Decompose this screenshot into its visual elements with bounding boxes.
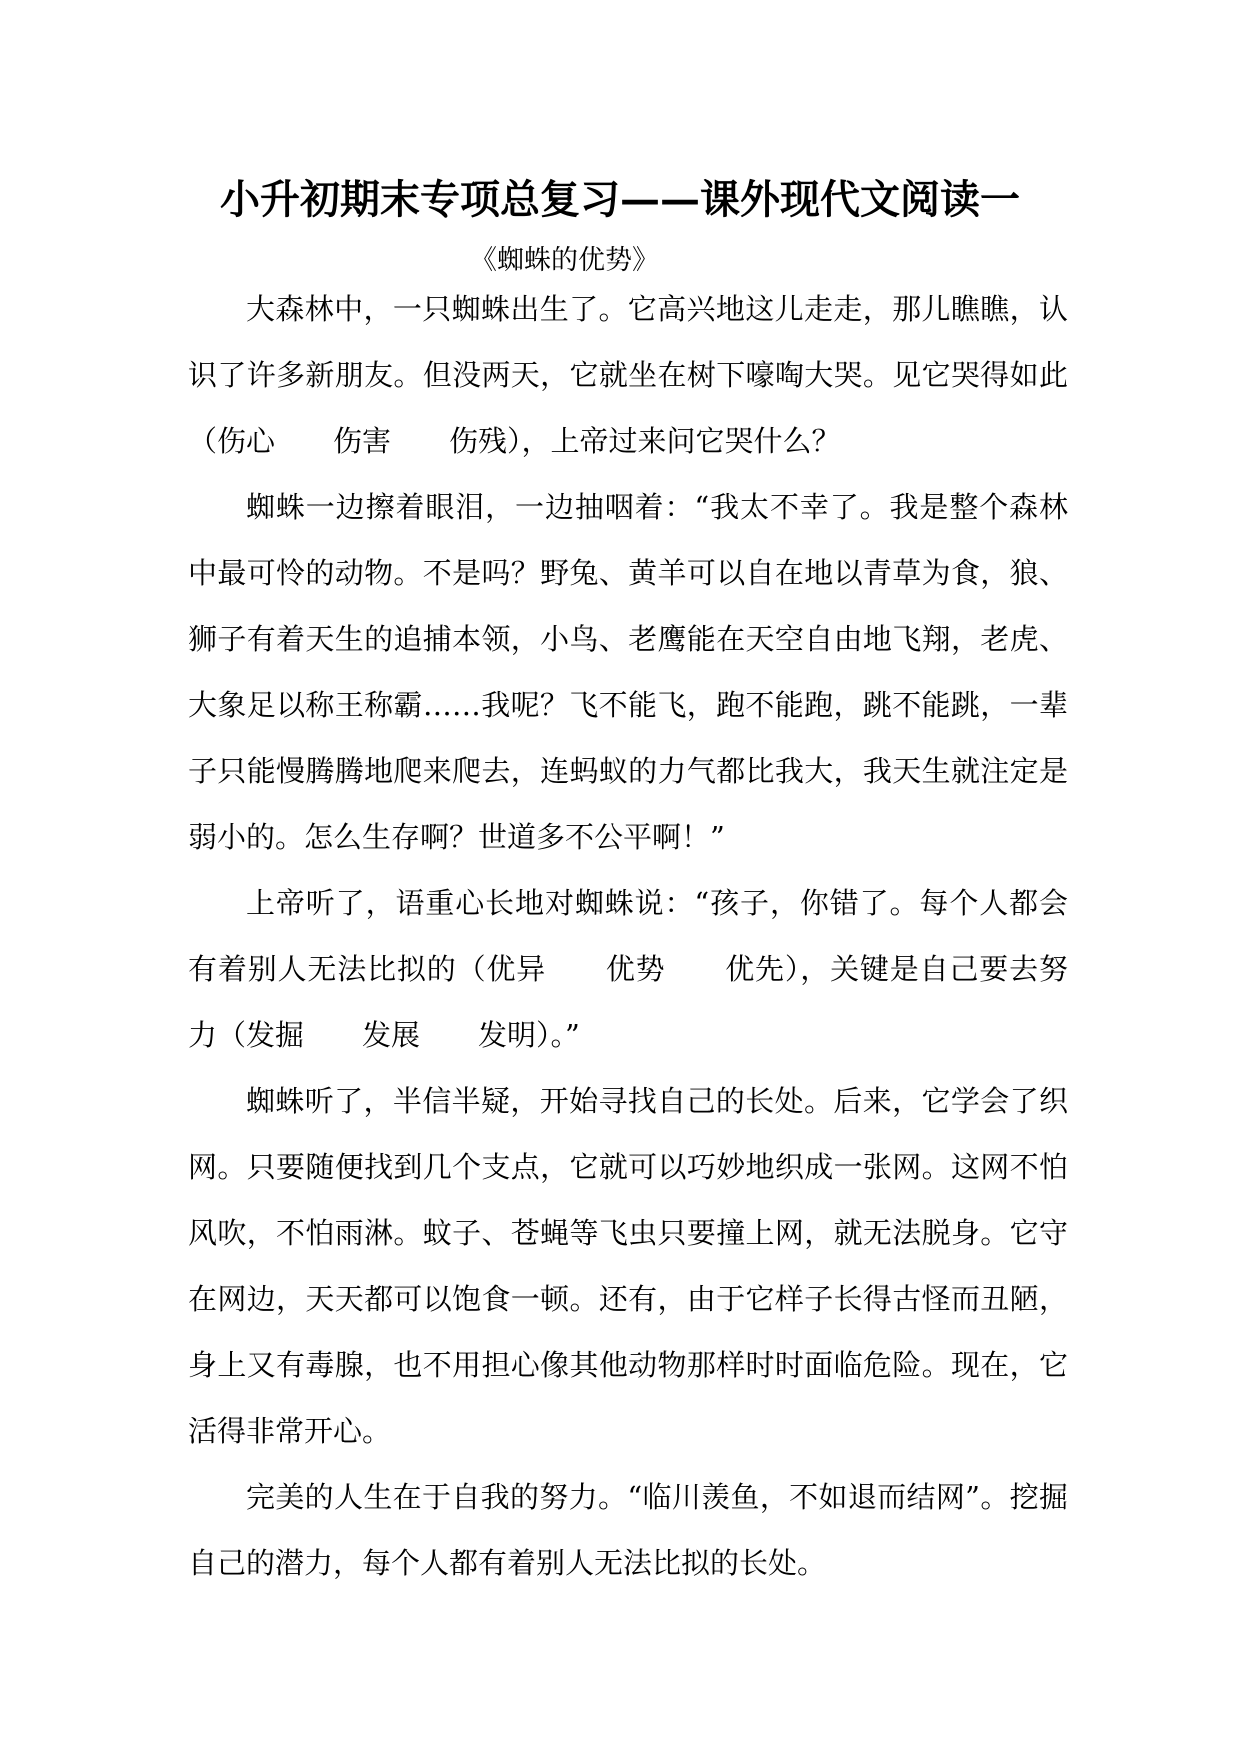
paragraph: 大森林中，一只蜘蛛出生了。它高兴地这儿走走，那儿瞧瞧，认识了许多新朋友。但没两天，它就坐在树下嚎啕大哭。见它哭得如此（伤心 伤害 伤残），上帝过来问它哭什么？ — [188, 292, 1068, 458]
paragraph: 上帝听了，语重心长地对蜘蛛说：“孩子，你错了。每个人都会有着别人无法比拟的（优异 优势 优先），关键是自己要去努力（发掘 发展 发明）。” — [188, 886, 1068, 1052]
document-body — [188, 276, 1068, 1596]
paragraph: 蜘蛛听了，半信半疑，开始寻找自己的长处。后来，它学会了织网。只要随便找到几个支点，它就可以巧妙地织成一张网。这网不怕风吹，不怕雨淋。蚊子、苍蝇等飞虫只要撞上网，就无法脱身。它守在网边，天天都可以饱食一顿。还有，由于它样子长得古怪而丑陋，身上又有毒腺，也不用担心像其他动物那样时时面临危险。现在，它活得非常开心。 — [188, 1084, 1068, 1448]
document-subtitle: 《蜘蛛的优势》 — [470, 245, 659, 276]
document-title: 小升初期末专项总复习——课外现代文阅读一 — [220, 176, 1020, 223]
paragraph: 完美的人生在于自我的努力。“临川羡鱼，不如退而结网”。挖掘自己的潜力，每个人都有着别人无法比拟的长处。 — [188, 1480, 1068, 1580]
paragraph: 蜘蛛一边擦着眼泪，一边抽咽着：“我太不幸了。我是整个森林中最可怜的动物。不是吗？野兔、黄羊可以自在地以青草为食，狼、狮子有着天生的追捕本领，小鸟、老鹰能在天空自由地飞翔，老虎、大象足以称王称霸……我呢？飞不能飞，跑不能跑，跳不能跳，一辈子只能慢腾腾地爬来爬去，连蚂蚁的力气都比我大，我天生就注定是弱小的。怎么生存啊？世道多不公平啊！” — [188, 490, 1068, 854]
